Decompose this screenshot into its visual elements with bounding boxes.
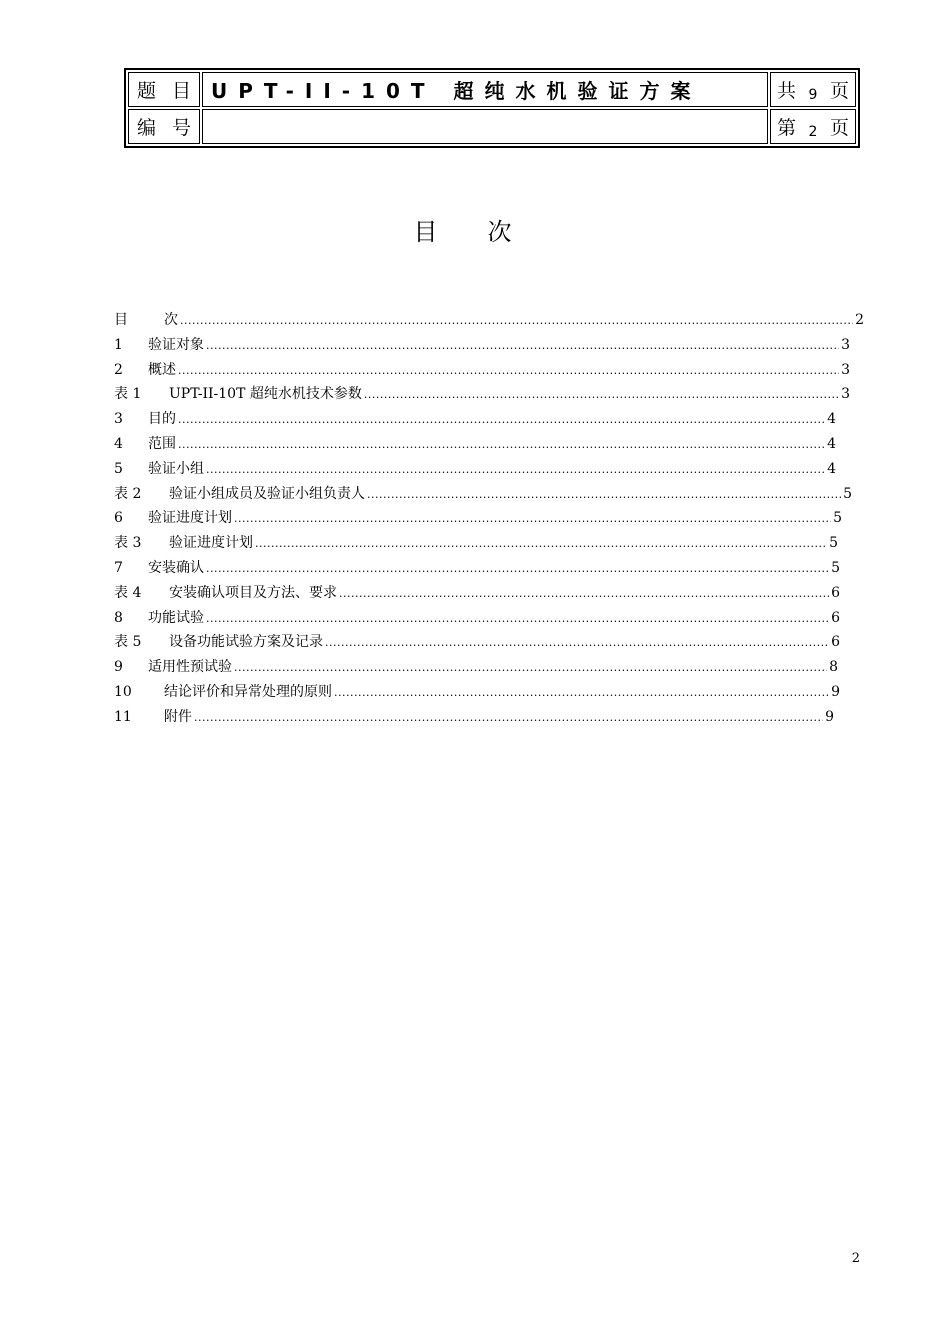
- title-label-char-1: 题: [137, 80, 157, 102]
- toc-dot-leader: [206, 334, 839, 359]
- toc-entry-title: 验证对象: [148, 336, 204, 353]
- toc-entry-title: 范围: [148, 435, 176, 452]
- toc-entry[interactable]: [114, 581, 864, 606]
- toc-entry[interactable]: [114, 556, 864, 581]
- toc-entry-title: 功能试验: [148, 609, 204, 626]
- toc-entry-page: 8: [829, 659, 838, 676]
- toc-entry-number: 6: [114, 510, 123, 527]
- toc-entry-title: 安装确认: [148, 559, 204, 576]
- total-pages-cell: [770, 72, 856, 107]
- toc-entry-page: 4: [827, 411, 836, 428]
- toc-entry-page: 4: [827, 460, 836, 477]
- toc-entry-number: 表 4: [114, 584, 142, 601]
- title-label-cell: [128, 72, 200, 107]
- toc-entry-title: 验证进度计划: [148, 510, 232, 527]
- toc-dot-leader: [234, 507, 831, 532]
- toc-entry-page: 3: [841, 361, 850, 378]
- code-label-char-1: 编: [137, 117, 157, 139]
- toc-dot-leader: [206, 458, 825, 483]
- toc-entry-page: 9: [831, 683, 840, 700]
- toc-entry-page: 3: [841, 386, 850, 403]
- document-header-table: [124, 68, 860, 148]
- toc-dot-leader: [194, 706, 823, 731]
- toc-entry-page: 2: [855, 312, 864, 328]
- toc-entry-title: 验证小组: [148, 460, 204, 477]
- toc-entry-number: 3: [114, 411, 123, 428]
- toc-entry[interactable]: [114, 407, 864, 432]
- code-label-cell: [128, 109, 200, 144]
- toc-dot-leader: [325, 631, 829, 656]
- toc-entry[interactable]: [114, 705, 864, 730]
- toc-entry-number: 表 5: [114, 634, 142, 651]
- toc-entry-title: 概述: [148, 361, 176, 378]
- toc-heading: 目次: [413, 218, 562, 246]
- toc-dot-leader: [178, 359, 839, 384]
- page-number: 2: [851, 1251, 860, 1266]
- toc-entry-number: 8: [114, 609, 123, 626]
- total-pages-value: 9: [808, 86, 818, 103]
- toc-entry-page: 5: [831, 559, 840, 576]
- toc-dot-leader: [364, 383, 839, 408]
- toc-entry-page: 5: [833, 510, 842, 527]
- toc-entry[interactable]: [114, 358, 864, 383]
- toc-entry-number: 9: [114, 659, 123, 676]
- title-label-char-2: 目: [171, 80, 191, 102]
- toc-dot-leader: [206, 557, 829, 582]
- toc-entry[interactable]: [114, 531, 864, 556]
- toc-dot-leader: [178, 408, 825, 433]
- toc-entry-page: 6: [831, 609, 840, 626]
- total-suffix: 页: [829, 80, 849, 102]
- toc-entry-title: 附件: [164, 708, 192, 725]
- toc-entry[interactable]: [114, 333, 864, 358]
- toc-entry-title: 结论评价和异常处理的原则: [164, 683, 332, 700]
- toc-dot-leader: [180, 309, 853, 334]
- toc-entry-number: 10: [114, 683, 132, 700]
- toc-entry-page: 3: [841, 336, 850, 353]
- toc-entry[interactable]: [114, 680, 864, 705]
- toc-entry-title: 安装确认项目及方法、要求: [169, 584, 337, 601]
- toc-entry-title: 设备功能试验方案及记录: [169, 634, 323, 651]
- toc-dot-leader: [206, 607, 829, 632]
- toc-entry-page: 6: [831, 634, 840, 651]
- toc-dot-leader: [367, 483, 841, 508]
- toc-dot-leader: [178, 433, 825, 458]
- toc-entry-title: 次: [164, 312, 178, 328]
- toc-entry-number: 5: [114, 460, 123, 477]
- code-label-char-2: 号: [171, 117, 191, 139]
- toc-dot-leader: [234, 656, 827, 681]
- toc-dot-leader: [339, 582, 829, 607]
- current-page-cell: [770, 109, 856, 144]
- toc-entry-number: 4: [114, 435, 123, 452]
- toc-entry[interactable]: [114, 457, 864, 482]
- toc-entry[interactable]: [114, 482, 864, 507]
- toc-entry[interactable]: [114, 606, 864, 631]
- toc-entry-number: 表 3: [114, 535, 142, 552]
- toc-entry-title: 适用性预试验: [148, 659, 232, 676]
- toc-entry[interactable]: [114, 308, 864, 333]
- toc-entry-page: 6: [831, 584, 840, 601]
- toc-entry-title: 目的: [148, 411, 176, 428]
- toc-entry-page: 5: [843, 485, 852, 502]
- current-prefix: 第: [777, 117, 797, 139]
- toc-entry[interactable]: [114, 655, 864, 680]
- total-prefix: 共: [777, 80, 797, 102]
- toc-entry-title: UPT-II-10T 超纯水机技术参数: [169, 386, 362, 403]
- toc-dot-leader: [255, 532, 827, 557]
- current-page-value: 2: [808, 123, 818, 140]
- document-code-value: [202, 109, 768, 144]
- toc-entry[interactable]: [114, 506, 864, 531]
- toc-entry-number: 表 2: [114, 485, 142, 502]
- toc-entry[interactable]: [114, 432, 864, 457]
- current-suffix: 页: [829, 117, 849, 139]
- toc-dot-leader: [334, 681, 829, 706]
- toc-entry-page: 4: [827, 435, 836, 452]
- toc-entry-number: 目: [114, 312, 128, 328]
- toc-entry-number: 7: [114, 559, 123, 576]
- table-of-contents: [114, 308, 864, 730]
- toc-entry-number: 11: [114, 708, 132, 725]
- toc-entry-title: 验证进度计划: [169, 535, 253, 552]
- toc-entry-number: 2: [114, 361, 123, 378]
- toc-entry-page: 9: [825, 708, 834, 725]
- toc-entry-page: 5: [829, 535, 838, 552]
- toc-entry[interactable]: [114, 382, 864, 407]
- toc-entry-number: 表 1: [114, 386, 142, 403]
- toc-entry-title: 验证小组成员及验证小组负责人: [169, 485, 365, 502]
- toc-entry[interactable]: [114, 630, 864, 655]
- toc-entry-number: 1: [114, 336, 123, 353]
- document-title: UPT-II-10T 超纯水机验证方案: [202, 72, 768, 107]
